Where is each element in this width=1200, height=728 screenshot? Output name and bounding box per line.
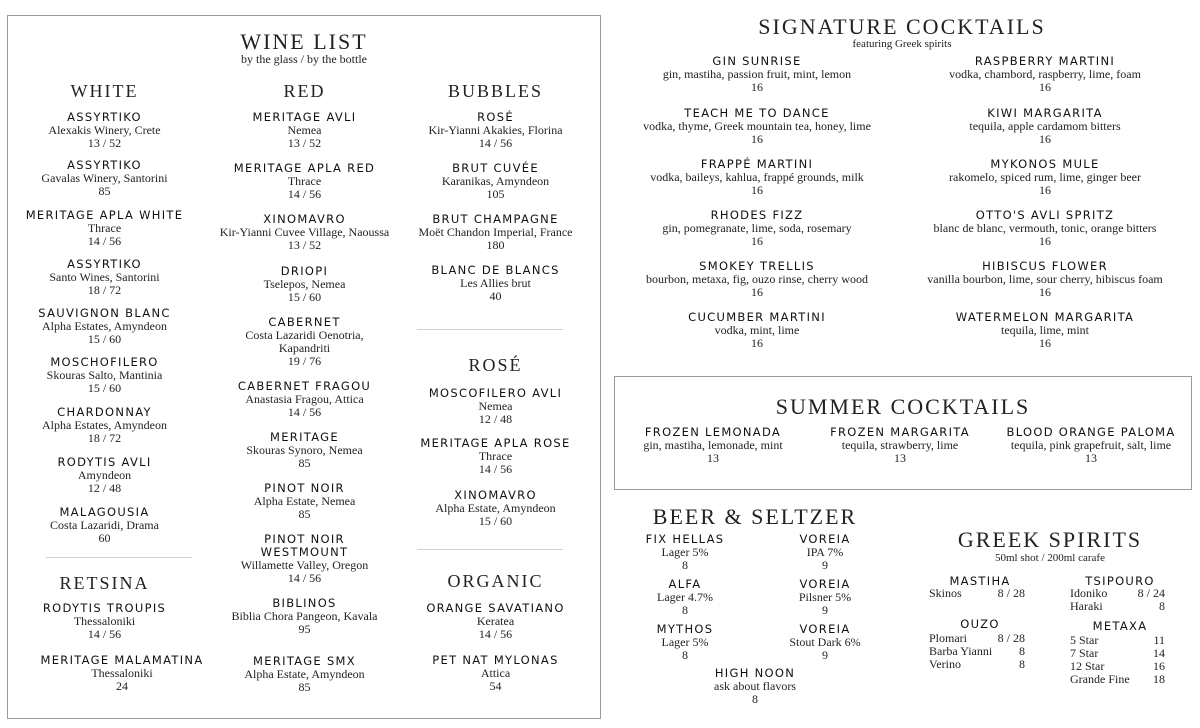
spirit-price: 8 (1159, 599, 1165, 613)
spirit-label: Haraki (1070, 599, 1103, 613)
wine-item: ORANGE SAVATIANO Keratea 14 / 56 (426, 601, 565, 641)
wine-item: MERITAGE Skouras Synoro, Nemea 85 (246, 430, 363, 470)
wine-item: BIBLINOS Biblia Chora Pangeon, Kavala 95 (231, 596, 378, 636)
cocktail-item: HIBISCUS FLOWER vanilla bourbon, lime, sour cherry, hibiscus foam 16 (927, 259, 1163, 299)
heading-retsina: RETSINA (59, 573, 150, 593)
cocktail-item: FROZEN LEMONADA gin, mastiha, lemonade, mint 13 (643, 425, 783, 465)
wine-item: RODYTIS TROUPIS Thessaloniki 14 / 56 (42, 601, 167, 641)
wine-item: BRUT CHAMPAGNE Moët Chandon Imperial, France 180 (418, 212, 573, 252)
divider (417, 329, 563, 330)
spirit-heading: MASTIHA (949, 574, 1011, 588)
heading-organic: ORGANIC (447, 571, 544, 591)
spirit-label: 12 Star (1070, 659, 1105, 673)
spirit-label: Barba Yianni (929, 644, 993, 658)
spirit-price: 11 (1153, 633, 1165, 647)
wine-item: MERITAGE SMX Alpha Estate, Amyndeon 85 (244, 654, 365, 694)
spirit-price: 8 / 24 (1137, 586, 1165, 600)
beer-item: MYTHOS Lager 5% 8 (656, 622, 714, 662)
spirit-price: 8 / 28 (997, 586, 1025, 600)
heading-bubbles: BUBBLES (447, 81, 544, 101)
wine-item: MERITAGE APLA RED Thrace 14 / 56 (233, 161, 376, 201)
divider (46, 557, 192, 558)
wine-item: MOSCOFILERO AVLI Nemea 12 / 48 (428, 386, 563, 426)
wine-item: MERITAGE APLA ROSE Thrace 14 / 56 (420, 436, 571, 476)
cocktail-item: BLOOD ORANGE PALOMA tequila, pink grapefruit, salt, lime 13 (1006, 425, 1176, 465)
wine-item: XINOMAVRO Alpha Estate, Amyndeon 15 / 60 (435, 488, 556, 528)
cocktail-item: CUCUMBER MARTINI vodka, mint, lime 16 (688, 310, 826, 350)
wine-item: ASSYRTIKO Santo Wines, Santorini 18 / 72 (49, 257, 160, 297)
spirits-subtitle: 50ml shot / 200ml carafe (995, 552, 1105, 564)
beer-item: VOREIA IPA 7% 9 (799, 532, 851, 572)
wine-item: DRIOPI Tselepos, Nemea 15 / 60 (263, 264, 346, 304)
wine-item: BLANC DE BLANCS Les Allies brut 40 (431, 263, 560, 303)
wine-item: PINOT NOIR Alpha Estate, Nemea 85 (253, 481, 356, 521)
cocktail-item: OTTO'S AVLI SPRITZ blanc de blanc, vermouth, tonic, orange bitters 16 (933, 208, 1157, 248)
wine-item: ASSYRTIKO Gavalas Winery, Santorini 85 (41, 158, 168, 198)
wine-item: SAUVIGNON BLANC Alpha Estates, Amyndeon 15 / 60 (38, 306, 171, 346)
cocktail-item: SMOKEY TRELLIS bourbon, metaxa, fig, ouzo rinse, cherry wood 16 (646, 259, 868, 299)
signature-subtitle: featuring Greek spirits (852, 38, 952, 50)
spirit-heading: METAXA (1092, 619, 1148, 633)
wine-item: ROSÉ Kir-Yianni Akakies, Florina 14 / 56 (428, 110, 563, 150)
spirit-label: Plomari (929, 631, 967, 645)
cocktail-item: KIWI MARGARITA tequila, apple cardamom bitters 16 (969, 106, 1121, 146)
summer-title: SUMMER COCKTAILS (775, 394, 1031, 419)
cocktail-item: GIN SUNRISE gin, mastiha, passion fruit, mint, lemon 16 (662, 54, 852, 94)
cocktail-item: RASPBERRY MARTINI vodka, chambord, raspberry, lime, foam 16 (949, 54, 1141, 94)
spirit-price: 8 (1019, 657, 1025, 671)
spirit-price: 14 (1153, 646, 1165, 660)
divider (417, 549, 563, 550)
wine-item: PINOT NOIR WESTMOUNT Willamette Valley, Oregon 14 / 56 (240, 532, 369, 585)
wine-item: CHARDONNAY Alpha Estates, Amyndeon 18 / 72 (42, 405, 167, 445)
wine-item: MOSCHOFILERO Skouras Salto, Mantinia 15 / 60 (46, 355, 163, 395)
spirit-label: Idoniko (1070, 586, 1108, 600)
heading-white: WHITE (70, 81, 139, 101)
wine-item: CABERNET Costa Lazaridi Oenotria, Kapandriti 19 / 76 (245, 315, 364, 368)
wine-item: XINOMAVRO Kir-Yianni Cuvee Village, Naoussa 13 / 52 (219, 212, 390, 252)
cocktail-item: FROZEN MARGARITA tequila, strawberry, lime 13 (830, 425, 970, 465)
spirit-label: 5 Star (1070, 633, 1099, 647)
spirit-price: 8 (1019, 644, 1025, 658)
cocktail-item: TEACH ME TO DANCE vodka, thyme, Greek mountain tea, honey, lime 16 (643, 106, 871, 146)
wine-list-subtitle: by the glass / by the bottle (241, 52, 367, 66)
wine-list-title: WINE LIST (240, 29, 368, 54)
spirits-title: GREEK SPIRITS (957, 527, 1143, 552)
beer-item: VOREIA Stout Dark 6% 9 (789, 622, 861, 662)
spirit-label: Grande Fine (1070, 672, 1130, 686)
wine-item: PET NAT MYLONAS Attica 54 (432, 653, 559, 693)
wine-item: MERITAGE APLA WHITE Thrace 14 / 56 (25, 208, 184, 248)
cocktail-item: RHODES FIZZ gin, pomegranate, lime, soda, rosemary 16 (662, 208, 852, 248)
beer-item: FIX HELLAS Lager 5% 8 (645, 532, 725, 572)
wine-item: CABERNET FRAGOU Anastasia Fragou, Attica 14 / 56 (237, 379, 372, 419)
cocktail-item: FRAPPÉ MARTINI vodka, baileys, kahlua, frappé grounds, milk 16 (650, 157, 864, 197)
cocktail-item: MYKONOS MULE rakomelo, spiced rum, lime, ginger beer 16 (949, 157, 1141, 197)
spirit-label: 7 Star (1070, 646, 1099, 660)
spirit-heading: TSIPOURO (1085, 574, 1155, 588)
signature-title: SIGNATURE COCKTAILS (758, 14, 1046, 39)
spirit-price: 18 (1153, 672, 1165, 686)
wine-item: RODYTIS AVLI Amyndeon 12 / 48 (57, 455, 152, 495)
spirit-label: Verino (929, 657, 961, 671)
cocktail-item: WATERMELON MARGARITA tequila, lime, mint 16 (955, 310, 1135, 350)
wine-item: MERITAGE MALAMATINA Thessaloniki 24 (40, 653, 204, 693)
wine-item: MALAGOUSIA Costa Lazaridi, Drama 60 (50, 505, 159, 545)
wine-item: ASSYRTIKO Alexakis Winery, Crete 13 / 52 (48, 110, 161, 150)
spirit-price: 16 (1153, 659, 1165, 673)
beer-item: HIGH NOON ask about flavors 8 (714, 666, 796, 706)
wine-item: BRUT CUVÉE Karanikas, Amyndeon 105 (441, 161, 550, 201)
spirit-heading: OUZO (960, 617, 1000, 631)
heading-red: RED (283, 81, 326, 101)
spirit-label: Skinos (929, 586, 962, 600)
beer-item: VOREIA Pilsner 5% 9 (798, 577, 852, 617)
beer-title: BEER & SELTZER (652, 504, 858, 529)
spirit-price: 8 / 28 (997, 631, 1025, 645)
heading-rose: ROSÉ (468, 355, 523, 375)
wine-item: MERITAGE AVLI Nemea 13 / 52 (252, 110, 357, 150)
beer-item: ALFA Lager 4.7% 8 (657, 577, 713, 617)
